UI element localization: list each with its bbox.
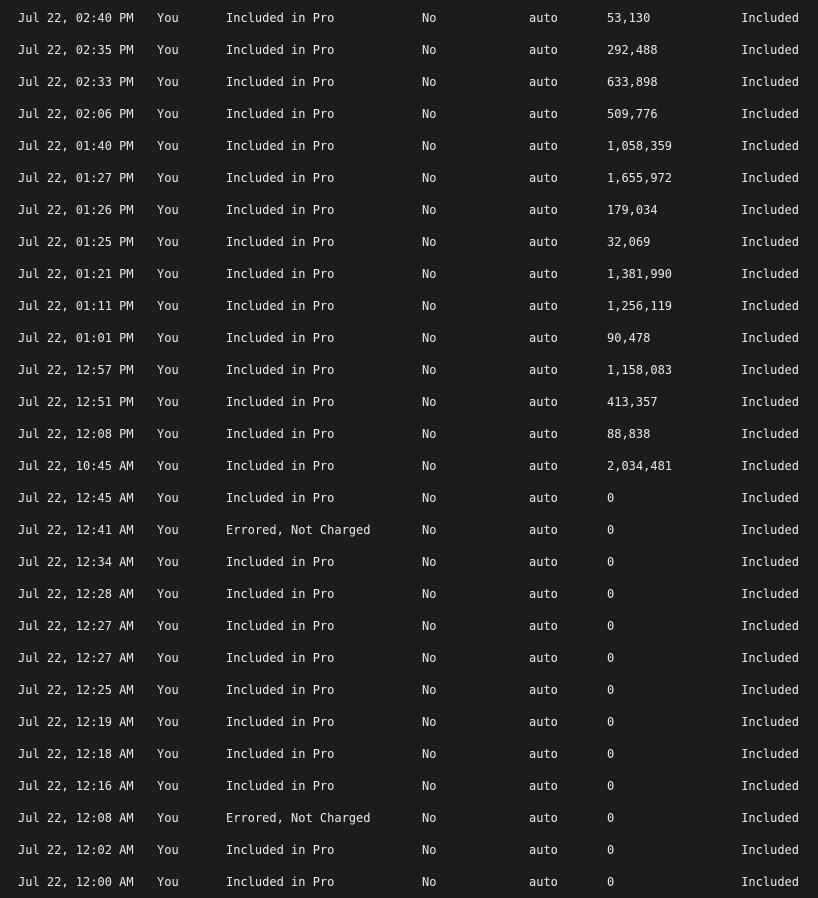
tokens-cell: 0 (607, 587, 615, 601)
kind-cell: Errored, Not Charged (226, 523, 371, 537)
cost-cell: Included (741, 779, 799, 793)
model-cell: auto (529, 779, 558, 793)
table-row (0, 162, 818, 194)
tokens-cell: 1,381,990 (607, 267, 673, 281)
model-cell: auto (529, 363, 558, 377)
kind-cell: Included in Pro (226, 203, 335, 217)
cost-cell: Included (741, 267, 799, 281)
user-cell: You (157, 267, 179, 281)
table-row (0, 706, 818, 738)
kind-cell: Included in Pro (226, 715, 335, 729)
table-row (0, 546, 818, 578)
user-cell: You (157, 555, 179, 569)
max-mode-cell: No (422, 203, 437, 217)
user-cell: You (157, 139, 179, 153)
kind-cell: Included in Pro (226, 555, 335, 569)
table-row (0, 98, 818, 130)
max-mode-cell: No (422, 395, 437, 409)
tokens-cell: 90,478 (607, 331, 651, 345)
cost-cell: Included (741, 651, 799, 665)
model-cell: auto (529, 139, 558, 153)
model-cell: auto (529, 587, 558, 601)
tokens-cell: 413,357 (607, 395, 658, 409)
model-cell: auto (529, 491, 558, 505)
kind-cell: Included in Pro (226, 747, 335, 761)
cost-cell: Included (741, 11, 799, 25)
user-cell: You (157, 619, 179, 633)
model-cell: auto (529, 235, 558, 249)
table-row (0, 194, 818, 226)
tokens-cell: 1,158,083 (607, 363, 673, 377)
model-cell: auto (529, 651, 558, 665)
user-cell: You (157, 427, 179, 441)
table-row (0, 2, 818, 34)
max-mode-cell: No (422, 459, 437, 473)
kind-cell: Included in Pro (226, 683, 335, 697)
kind-cell: Included in Pro (226, 299, 335, 313)
model-cell: auto (529, 683, 558, 697)
date-cell: Jul 22, 12:51 PM (18, 395, 134, 409)
user-cell: You (157, 75, 179, 89)
date-cell: Jul 22, 02:40 PM (18, 11, 134, 25)
kind-cell: Included in Pro (226, 235, 335, 249)
user-cell: You (157, 875, 179, 889)
model-cell: auto (529, 203, 558, 217)
tokens-cell: 0 (607, 491, 615, 505)
table-row (0, 866, 818, 898)
kind-cell: Included in Pro (226, 779, 335, 793)
model-cell: auto (529, 43, 558, 57)
kind-cell: Included in Pro (226, 267, 335, 281)
user-cell: You (157, 395, 179, 409)
table-row (0, 290, 818, 322)
date-cell: Jul 22, 12:18 AM (18, 747, 134, 761)
cost-cell: Included (741, 491, 799, 505)
max-mode-cell: No (422, 523, 437, 537)
date-cell: Jul 22, 12:27 AM (18, 651, 134, 665)
date-cell: Jul 22, 01:01 PM (18, 331, 134, 345)
date-cell: Jul 22, 01:26 PM (18, 203, 134, 217)
tokens-cell: 509,776 (607, 107, 658, 121)
model-cell: auto (529, 843, 558, 857)
tokens-cell: 0 (607, 555, 615, 569)
max-mode-cell: No (422, 139, 437, 153)
user-cell: You (157, 107, 179, 121)
table-row (0, 226, 818, 258)
model-cell: auto (529, 267, 558, 281)
tokens-cell: 0 (607, 619, 615, 633)
date-cell: Jul 22, 12:34 AM (18, 555, 134, 569)
table-row (0, 482, 818, 514)
table-row (0, 386, 818, 418)
max-mode-cell: No (422, 651, 437, 665)
model-cell: auto (529, 747, 558, 761)
model-cell: auto (529, 715, 558, 729)
cost-cell: Included (741, 395, 799, 409)
cost-cell: Included (741, 715, 799, 729)
kind-cell: Included in Pro (226, 43, 335, 57)
max-mode-cell: No (422, 875, 437, 889)
model-cell: auto (529, 555, 558, 569)
kind-cell: Included in Pro (226, 843, 335, 857)
cost-cell: Included (741, 747, 799, 761)
max-mode-cell: No (422, 235, 437, 249)
date-cell: Jul 22, 12:00 AM (18, 875, 134, 889)
tokens-cell: 0 (607, 779, 615, 793)
max-mode-cell: No (422, 427, 437, 441)
table-row (0, 802, 818, 834)
tokens-cell: 292,488 (607, 43, 658, 57)
model-cell: auto (529, 11, 558, 25)
table-row (0, 34, 818, 66)
cost-cell: Included (741, 619, 799, 633)
model-cell: auto (529, 331, 558, 345)
date-cell: Jul 22, 02:33 PM (18, 75, 134, 89)
tokens-cell: 1,655,972 (607, 171, 673, 185)
user-cell: You (157, 651, 179, 665)
model-cell: auto (529, 459, 558, 473)
kind-cell: Included in Pro (226, 395, 335, 409)
cost-cell: Included (741, 587, 799, 601)
tokens-cell: 1,058,359 (607, 139, 673, 153)
table-row (0, 130, 818, 162)
cost-cell: Included (741, 203, 799, 217)
user-cell: You (157, 459, 179, 473)
date-cell: Jul 22, 01:25 PM (18, 235, 134, 249)
model-cell: auto (529, 299, 558, 313)
kind-cell: Included in Pro (226, 75, 335, 89)
cost-cell: Included (741, 427, 799, 441)
max-mode-cell: No (422, 363, 437, 377)
tokens-cell: 88,838 (607, 427, 651, 441)
max-mode-cell: No (422, 587, 437, 601)
table-row (0, 770, 818, 802)
max-mode-cell: No (422, 747, 437, 761)
table-row (0, 674, 818, 706)
tokens-cell: 179,034 (607, 203, 658, 217)
table-row (0, 322, 818, 354)
date-cell: Jul 22, 01:27 PM (18, 171, 134, 185)
max-mode-cell: No (422, 683, 437, 697)
max-mode-cell: No (422, 619, 437, 633)
model-cell: auto (529, 811, 558, 825)
max-mode-cell: No (422, 43, 437, 57)
max-mode-cell: No (422, 811, 437, 825)
cost-cell: Included (741, 811, 799, 825)
cost-cell: Included (741, 875, 799, 889)
date-cell: Jul 22, 12:41 AM (18, 523, 134, 537)
tokens-cell: 0 (607, 715, 615, 729)
cost-cell: Included (741, 683, 799, 697)
date-cell: Jul 22, 12:19 AM (18, 715, 134, 729)
table-row (0, 514, 818, 546)
max-mode-cell: No (422, 11, 437, 25)
cost-cell: Included (741, 43, 799, 57)
max-mode-cell: No (422, 779, 437, 793)
user-cell: You (157, 523, 179, 537)
table-row (0, 418, 818, 450)
kind-cell: Included in Pro (226, 171, 335, 185)
table-row (0, 354, 818, 386)
user-cell: You (157, 683, 179, 697)
user-cell: You (157, 11, 179, 25)
kind-cell: Included in Pro (226, 491, 335, 505)
kind-cell: Included in Pro (226, 11, 335, 25)
table-row (0, 610, 818, 642)
tokens-cell: 633,898 (607, 75, 658, 89)
kind-cell: Included in Pro (226, 107, 335, 121)
tokens-cell: 0 (607, 523, 615, 537)
date-cell: Jul 22, 01:40 PM (18, 139, 134, 153)
date-cell: Jul 22, 02:06 PM (18, 107, 134, 121)
cost-cell: Included (741, 459, 799, 473)
date-cell: Jul 22, 02:35 PM (18, 43, 134, 57)
table-row (0, 642, 818, 674)
cost-cell: Included (741, 363, 799, 377)
user-cell: You (157, 811, 179, 825)
table-row (0, 66, 818, 98)
kind-cell: Included in Pro (226, 651, 335, 665)
table-row (0, 450, 818, 482)
max-mode-cell: No (422, 491, 437, 505)
date-cell: Jul 22, 01:11 PM (18, 299, 134, 313)
tokens-cell: 53,130 (607, 11, 651, 25)
max-mode-cell: No (422, 299, 437, 313)
user-cell: You (157, 779, 179, 793)
kind-cell: Included in Pro (226, 619, 335, 633)
user-cell: You (157, 331, 179, 345)
tokens-cell: 0 (607, 651, 615, 665)
max-mode-cell: No (422, 555, 437, 569)
cost-cell: Included (741, 139, 799, 153)
user-cell: You (157, 363, 179, 377)
date-cell: Jul 22, 10:45 AM (18, 459, 134, 473)
model-cell: auto (529, 107, 558, 121)
max-mode-cell: No (422, 843, 437, 857)
date-cell: Jul 22, 12:27 AM (18, 619, 134, 633)
date-cell: Jul 22, 12:45 AM (18, 491, 134, 505)
kind-cell: Included in Pro (226, 331, 335, 345)
tokens-cell: 2,034,481 (607, 459, 673, 473)
tokens-cell: 0 (607, 683, 615, 697)
model-cell: auto (529, 523, 558, 537)
table-row (0, 834, 818, 866)
user-cell: You (157, 171, 179, 185)
max-mode-cell: No (422, 171, 437, 185)
max-mode-cell: No (422, 75, 437, 89)
max-mode-cell: No (422, 331, 437, 345)
model-cell: auto (529, 395, 558, 409)
cost-cell: Included (741, 171, 799, 185)
date-cell: Jul 22, 12:16 AM (18, 779, 134, 793)
tokens-cell: 0 (607, 811, 615, 825)
user-cell: You (157, 587, 179, 601)
kind-cell: Included in Pro (226, 459, 335, 473)
max-mode-cell: No (422, 715, 437, 729)
user-cell: You (157, 235, 179, 249)
max-mode-cell: No (422, 107, 437, 121)
user-cell: You (157, 203, 179, 217)
kind-cell: Included in Pro (226, 427, 335, 441)
user-cell: You (157, 715, 179, 729)
cost-cell: Included (741, 843, 799, 857)
tokens-cell: 0 (607, 747, 615, 761)
date-cell: Jul 22, 12:08 PM (18, 427, 134, 441)
date-cell: Jul 22, 12:57 PM (18, 363, 134, 377)
table-row (0, 738, 818, 770)
cost-cell: Included (741, 331, 799, 345)
tokens-cell: 32,069 (607, 235, 651, 249)
tokens-cell: 1,256,119 (607, 299, 673, 313)
table-row (0, 578, 818, 610)
cost-cell: Included (741, 75, 799, 89)
user-cell: You (157, 747, 179, 761)
date-cell: Jul 22, 12:02 AM (18, 843, 134, 857)
date-cell: Jul 22, 12:08 AM (18, 811, 134, 825)
user-cell: You (157, 43, 179, 57)
cost-cell: Included (741, 107, 799, 121)
table-row (0, 258, 818, 290)
model-cell: auto (529, 75, 558, 89)
kind-cell: Errored, Not Charged (226, 811, 371, 825)
kind-cell: Included in Pro (226, 875, 335, 889)
user-cell: You (157, 299, 179, 313)
date-cell: Jul 22, 12:25 AM (18, 683, 134, 697)
cost-cell: Included (741, 235, 799, 249)
date-cell: Jul 22, 01:21 PM (18, 267, 134, 281)
date-cell: Jul 22, 12:28 AM (18, 587, 134, 601)
tokens-cell: 0 (607, 843, 615, 857)
cost-cell: Included (741, 555, 799, 569)
kind-cell: Included in Pro (226, 139, 335, 153)
cost-cell: Included (741, 299, 799, 313)
user-cell: You (157, 491, 179, 505)
max-mode-cell: No (422, 267, 437, 281)
user-cell: You (157, 843, 179, 857)
model-cell: auto (529, 619, 558, 633)
model-cell: auto (529, 875, 558, 889)
tokens-cell: 0 (607, 875, 615, 889)
model-cell: auto (529, 171, 558, 185)
model-cell: auto (529, 427, 558, 441)
kind-cell: Included in Pro (226, 363, 335, 377)
cost-cell: Included (741, 523, 799, 537)
kind-cell: Included in Pro (226, 587, 335, 601)
